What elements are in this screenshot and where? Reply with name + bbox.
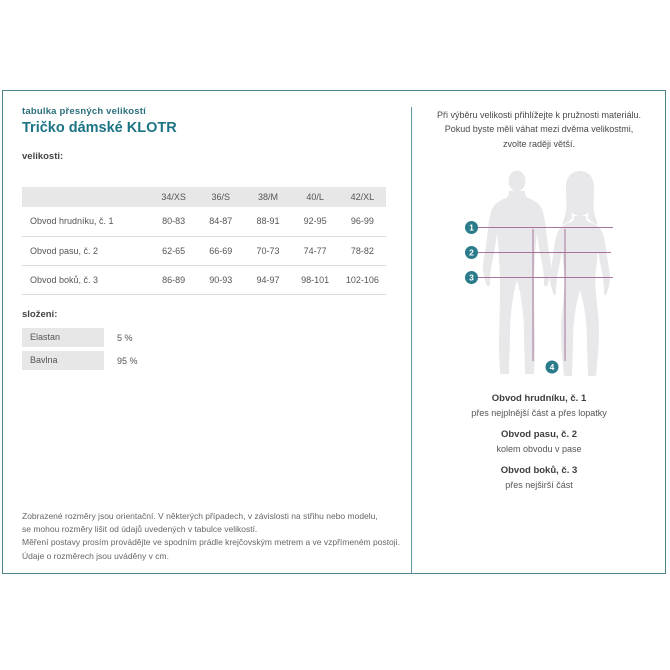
intro-line: zvolte raději větší.: [502, 138, 576, 149]
size-value: 102-106: [339, 265, 386, 294]
male-silhouette-graphic: [483, 171, 551, 375]
size-value: 62-65: [150, 236, 197, 265]
size-value: 78-82: [339, 236, 386, 265]
material-percent: 5 %: [117, 332, 133, 343]
size-value: 92-95: [292, 207, 339, 236]
table-row: [22, 236, 386, 265]
legend-title: Obvod hrudníku, č. 1: [491, 393, 587, 404]
disclaimer-line: Měření postavy prosím provádějte ve spodním prádle krejčovským metrem a ve vzpřímeném postoji.: [22, 537, 400, 548]
intro-line: Při výběru velikosti přihlížejte k pružnosti materiálu.: [436, 110, 642, 120]
composition-section-label: složení:: [22, 309, 58, 320]
disclaimer-line: se mohou rozměry lišit od údajů uvedených v tabulce velikostí.: [22, 524, 258, 535]
table-row: [22, 207, 386, 236]
size-value: 98-101: [292, 265, 339, 294]
size-column-header: 42/XL: [339, 187, 386, 207]
legend-description: přes nejplnější část a přes lopatky: [471, 408, 607, 418]
size-value: 80-83: [150, 207, 197, 236]
legend-title: Obvod boků, č. 3: [500, 465, 578, 476]
body-measurement-diagram: [450, 168, 655, 383]
size-column-header: 36/S: [197, 187, 244, 207]
size-value: 70-73: [244, 236, 291, 265]
measurement-disclaimer: [22, 510, 404, 563]
marker-2-number: 2: [469, 247, 474, 258]
fit-guide-intro: [413, 108, 665, 151]
sizes-section-label: velikosti:: [22, 151, 64, 162]
empty-header-cell: [22, 187, 150, 207]
size-value: 96-99: [339, 207, 386, 236]
size-table-header-row: [22, 187, 386, 207]
marker-4-number: 4: [549, 362, 555, 372]
size-table: [22, 187, 386, 295]
measurement-legend: [413, 391, 665, 499]
legend-item-chest: [413, 391, 665, 420]
disclaimer-line: Údaje o rozměrech jsou uváděny v cm.: [22, 550, 169, 561]
measurement-row-label: Obvod hrudníku, č. 1: [22, 207, 150, 236]
measurement-row-label: Obvod boků, č. 3: [22, 265, 150, 294]
intro-line: Pokud byste měli váhat mezi dvěma velikostmi,: [444, 124, 634, 135]
disclaimer-line: Zobrazené rozměry jsou orientační. V některých případech, v závislosti na střihu nebo modelu,: [22, 511, 378, 521]
size-value: 66-69: [197, 236, 244, 265]
legend-description: kolem obvodu v pase: [496, 444, 582, 454]
product-title: Tričko dámské KLOTR: [22, 120, 177, 136]
legend-item-hips: [413, 463, 665, 492]
material-name: Bavlna: [22, 351, 104, 370]
composition-row: [22, 351, 272, 370]
size-column-header: 38/M: [244, 187, 291, 207]
size-value: 84-87: [197, 207, 244, 236]
category-label: tabulka přesných velikostí: [22, 106, 146, 117]
composition-row: [22, 328, 272, 347]
female-silhouette-graphic: [550, 171, 610, 376]
legend-title: Obvod pasu, č. 2: [500, 429, 578, 440]
material-name: Elastan: [22, 328, 104, 347]
material-percent: 95 %: [117, 355, 138, 366]
size-value: 74-77: [292, 236, 339, 265]
marker-3-number: 3: [469, 272, 474, 283]
size-value: 86-89: [150, 265, 197, 294]
table-row: [22, 265, 386, 294]
size-value: 94-97: [244, 265, 291, 294]
composition-list: [22, 328, 272, 374]
column-divider: [411, 107, 412, 573]
size-column-header: 40/L: [292, 187, 339, 207]
marker-1-number: 1: [469, 222, 474, 233]
legend-description: přes nejširší část: [505, 480, 573, 490]
legend-item-waist: [413, 427, 665, 456]
fit-guide-column: [413, 91, 665, 151]
size-value: 90-93: [197, 265, 244, 294]
measurement-row-label: Obvod pasu, č. 2: [22, 236, 150, 265]
size-value: 88-91: [244, 207, 291, 236]
size-column-header: 34/XS: [150, 187, 197, 207]
